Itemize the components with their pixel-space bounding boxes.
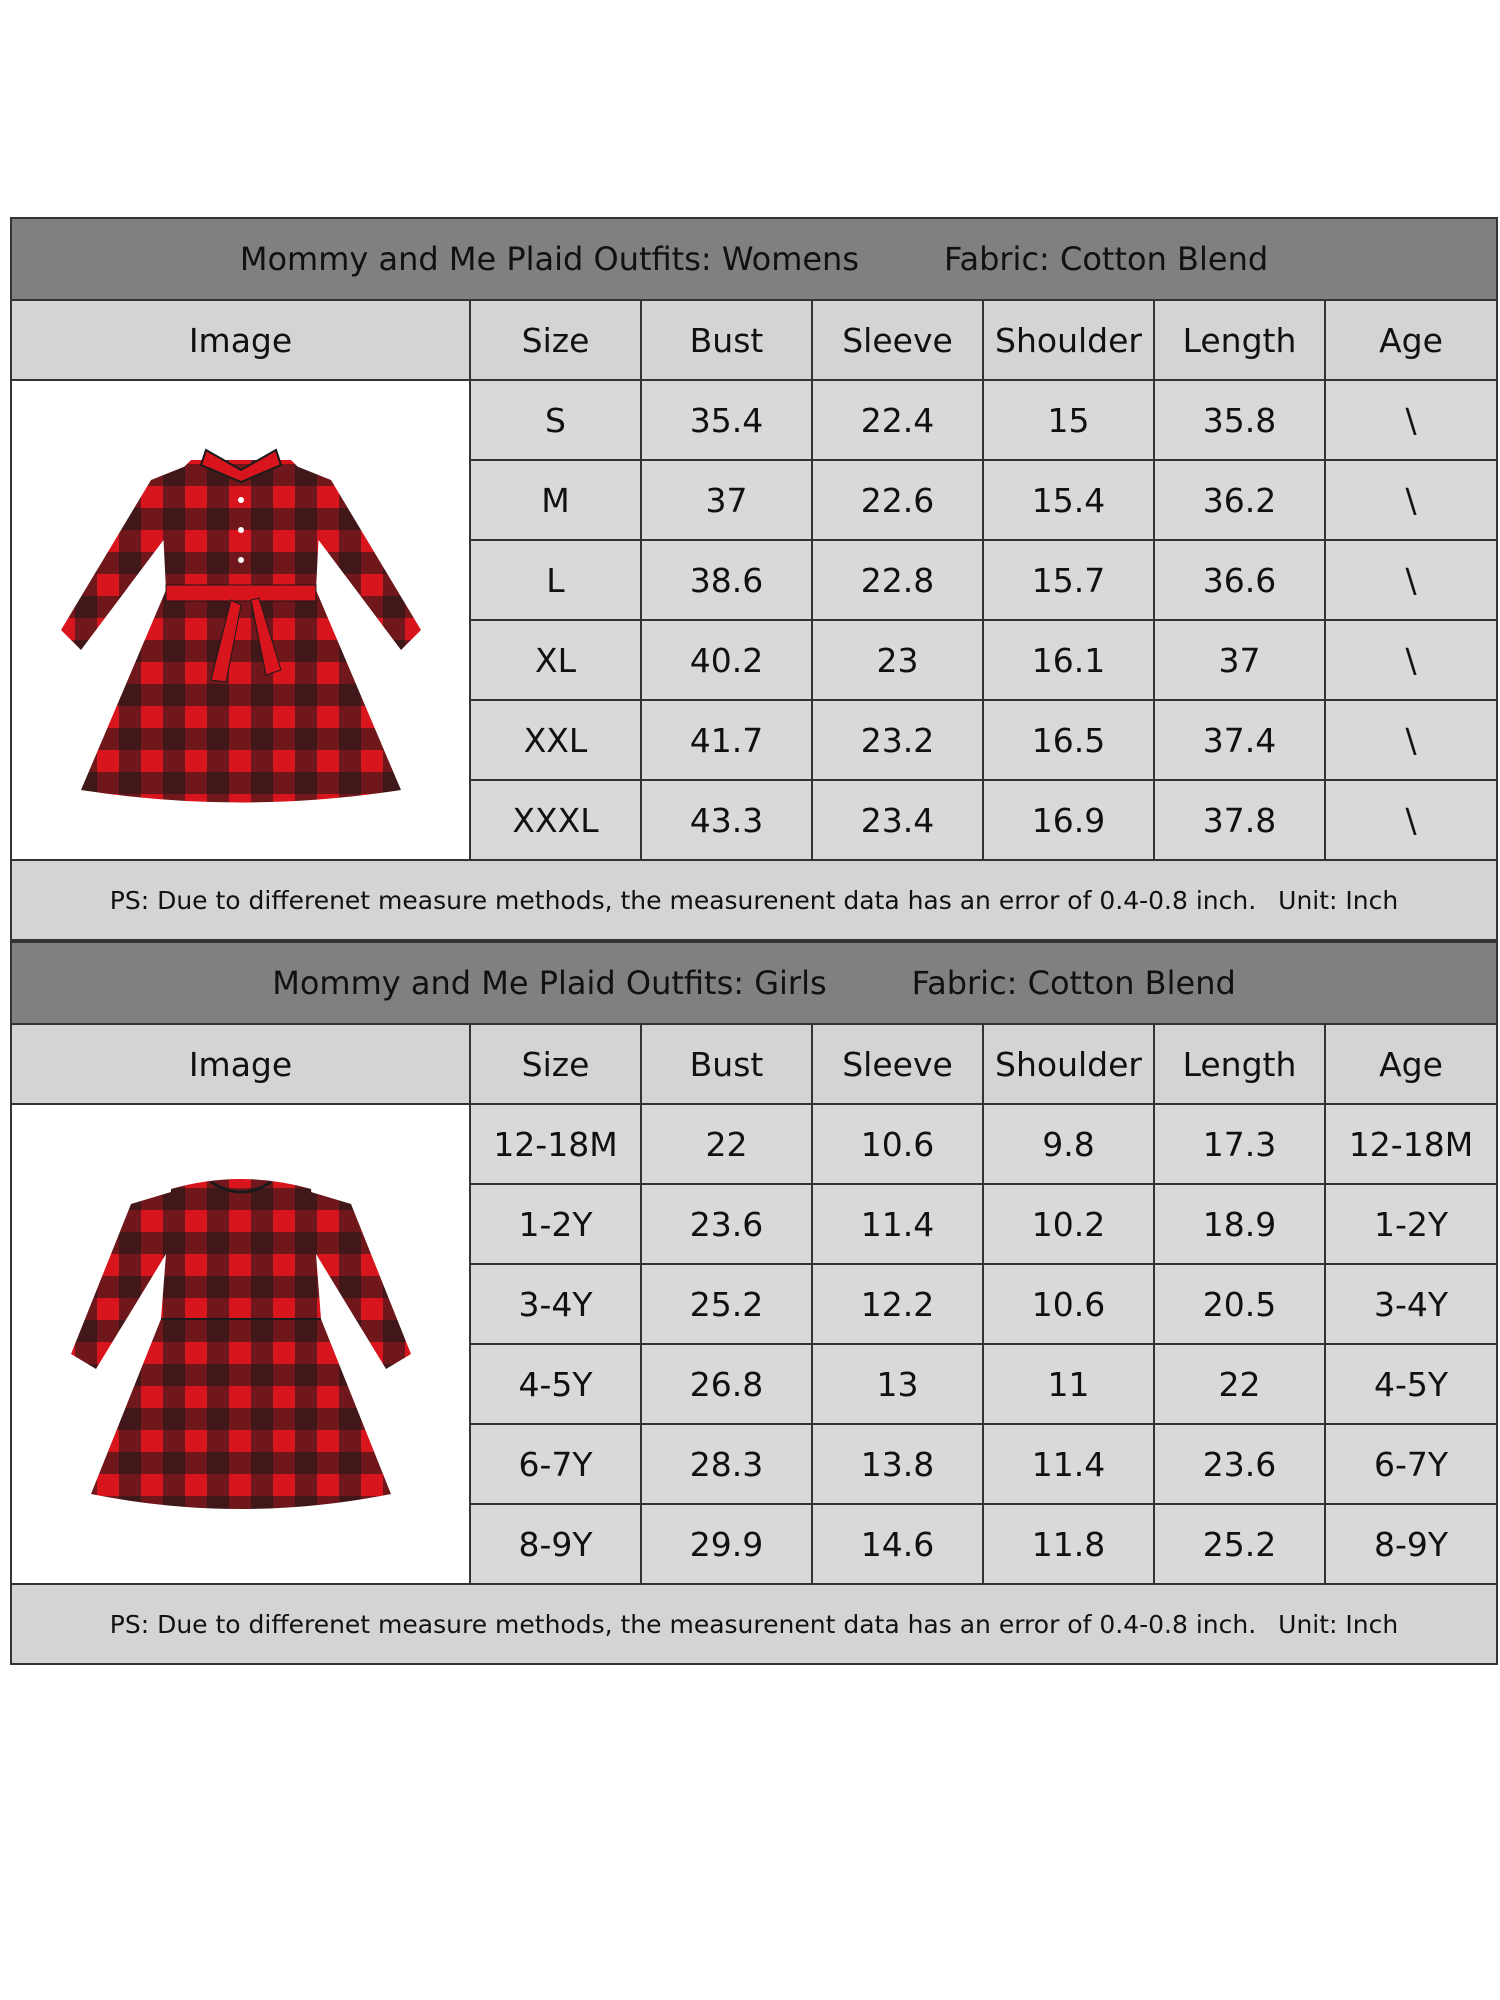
header-sleeve: Sleeve — [812, 300, 983, 380]
header-length: Length — [1154, 300, 1325, 380]
header-size: Size — [470, 300, 641, 380]
table-cell: 13 — [812, 1344, 983, 1424]
girls-size-chart — [10, 941, 1498, 1665]
table-cell: \ — [1325, 460, 1497, 540]
table-cell: 10.2 — [983, 1184, 1154, 1264]
table-cell: 22 — [641, 1104, 812, 1184]
table-cell: 23 — [812, 620, 983, 700]
table-cell: 17.3 — [1154, 1104, 1325, 1184]
table-cell: 10.6 — [983, 1264, 1154, 1344]
table-cell: 10.6 — [812, 1104, 983, 1184]
table-cell: \ — [1325, 540, 1497, 620]
header-age: Age — [1325, 300, 1497, 380]
table-cell: 38.6 — [641, 540, 812, 620]
girls-note-text: PS: Due to differenet measure methods, the measurenent data has an error of 0.4-0.8 inch. — [109, 1609, 1257, 1639]
table-cell: 15 — [983, 380, 1154, 460]
table-cell: 22.6 — [812, 460, 983, 540]
table-cell: 13.8 — [812, 1424, 983, 1504]
table-cell: XXXL — [470, 780, 641, 860]
table-cell: 28.3 — [641, 1424, 812, 1504]
girls-dress-image — [11, 1104, 470, 1584]
header-size: Size — [470, 1024, 641, 1104]
table-cell: 35.4 — [641, 380, 812, 460]
womens-title-bar — [11, 218, 1497, 300]
table-cell: 1-2Y — [1325, 1184, 1497, 1264]
table-cell: 22.8 — [812, 540, 983, 620]
womens-dress-image — [11, 380, 470, 860]
table-cell: S — [470, 380, 641, 460]
table-cell: 11.8 — [983, 1504, 1154, 1584]
table-cell: 4-5Y — [470, 1344, 641, 1424]
header-shoulder: Shoulder — [983, 300, 1154, 380]
table-cell: 12.2 — [812, 1264, 983, 1344]
table-cell: 29.9 — [641, 1504, 812, 1584]
table-cell: 9.8 — [983, 1104, 1154, 1184]
header-length: Length — [1154, 1024, 1325, 1104]
table-cell: 11.4 — [983, 1424, 1154, 1504]
table-cell: 16.1 — [983, 620, 1154, 700]
table-cell: 16.5 — [983, 700, 1154, 780]
table-cell: 18.9 — [1154, 1184, 1325, 1264]
table-cell: XXL — [470, 700, 641, 780]
table-cell: \ — [1325, 620, 1497, 700]
table-cell: 12-18M — [1325, 1104, 1497, 1184]
table-cell: 36.2 — [1154, 460, 1325, 540]
table-cell: 43.3 — [641, 780, 812, 860]
table-cell: 23.6 — [1154, 1424, 1325, 1504]
womens-title: Mommy and Me Plaid Outfits: Womens — [239, 240, 859, 278]
table-cell: 1-2Y — [470, 1184, 641, 1264]
table-cell: 37 — [1154, 620, 1325, 700]
table-cell: L — [470, 540, 641, 620]
table-cell: 15.7 — [983, 540, 1154, 620]
table-cell: 11 — [983, 1344, 1154, 1424]
table-cell: M — [470, 460, 641, 540]
header-image: Image — [11, 300, 470, 380]
table-cell: 22 — [1154, 1344, 1325, 1424]
header-bust: Bust — [641, 1024, 812, 1104]
table-cell: 8-9Y — [470, 1504, 641, 1584]
womens-plaid-dress-picture — [31, 420, 451, 820]
table-cell: 11.4 — [812, 1184, 983, 1264]
table-cell: 26.8 — [641, 1344, 812, 1424]
girls-note — [11, 1584, 1497, 1664]
table-cell: 6-7Y — [1325, 1424, 1497, 1504]
table-cell: 20.5 — [1154, 1264, 1325, 1344]
table-cell: 6-7Y — [470, 1424, 641, 1504]
table-cell: \ — [1325, 380, 1497, 460]
table-cell: XL — [470, 620, 641, 700]
header-bust: Bust — [641, 300, 812, 380]
table-cell: 37.4 — [1154, 700, 1325, 780]
table-row — [11, 380, 1497, 460]
table-cell: 23.4 — [812, 780, 983, 860]
table-cell: 37.8 — [1154, 780, 1325, 860]
table-cell: 14.6 — [812, 1504, 983, 1584]
table-cell: 8-9Y — [1325, 1504, 1497, 1584]
table-cell: 3-4Y — [470, 1264, 641, 1344]
table-cell: 35.8 — [1154, 380, 1325, 460]
table-cell: 16.9 — [983, 780, 1154, 860]
girls-plaid-dress-picture — [31, 1144, 451, 1544]
womens-size-chart — [10, 217, 1498, 941]
table-cell: 36.6 — [1154, 540, 1325, 620]
table-cell: 41.7 — [641, 700, 812, 780]
table-cell: 23.6 — [641, 1184, 812, 1264]
table-cell: \ — [1325, 780, 1497, 860]
womens-unit: Unit: Inch — [1278, 885, 1399, 915]
womens-note — [11, 860, 1497, 940]
table-cell: 37 — [641, 460, 812, 540]
table-cell: 25.2 — [641, 1264, 812, 1344]
girls-unit: Unit: Inch — [1278, 1609, 1399, 1639]
table-cell: 4-5Y — [1325, 1344, 1497, 1424]
header-age: Age — [1325, 1024, 1497, 1104]
header-image: Image — [11, 1024, 470, 1104]
table-cell: 23.2 — [812, 700, 983, 780]
table-cell: 15.4 — [983, 460, 1154, 540]
womens-note-text: PS: Due to differenet measure methods, the measurenent data has an error of 0.4-0.8 inch. — [109, 885, 1257, 915]
girls-fabric: Fabric: Cotton Blend — [911, 964, 1236, 1002]
table-cell: 3-4Y — [1325, 1264, 1497, 1344]
header-sleeve: Sleeve — [812, 1024, 983, 1104]
table-cell: 12-18M — [470, 1104, 641, 1184]
girls-title-bar — [11, 942, 1497, 1024]
table-row — [11, 1104, 1497, 1184]
table-cell: 40.2 — [641, 620, 812, 700]
table-cell: 22.4 — [812, 380, 983, 460]
womens-fabric: Fabric: Cotton Blend — [944, 240, 1269, 278]
table-cell: \ — [1325, 700, 1497, 780]
table-cell: 25.2 — [1154, 1504, 1325, 1584]
header-shoulder: Shoulder — [983, 1024, 1154, 1104]
girls-title: Mommy and Me Plaid Outfits: Girls — [272, 964, 827, 1002]
